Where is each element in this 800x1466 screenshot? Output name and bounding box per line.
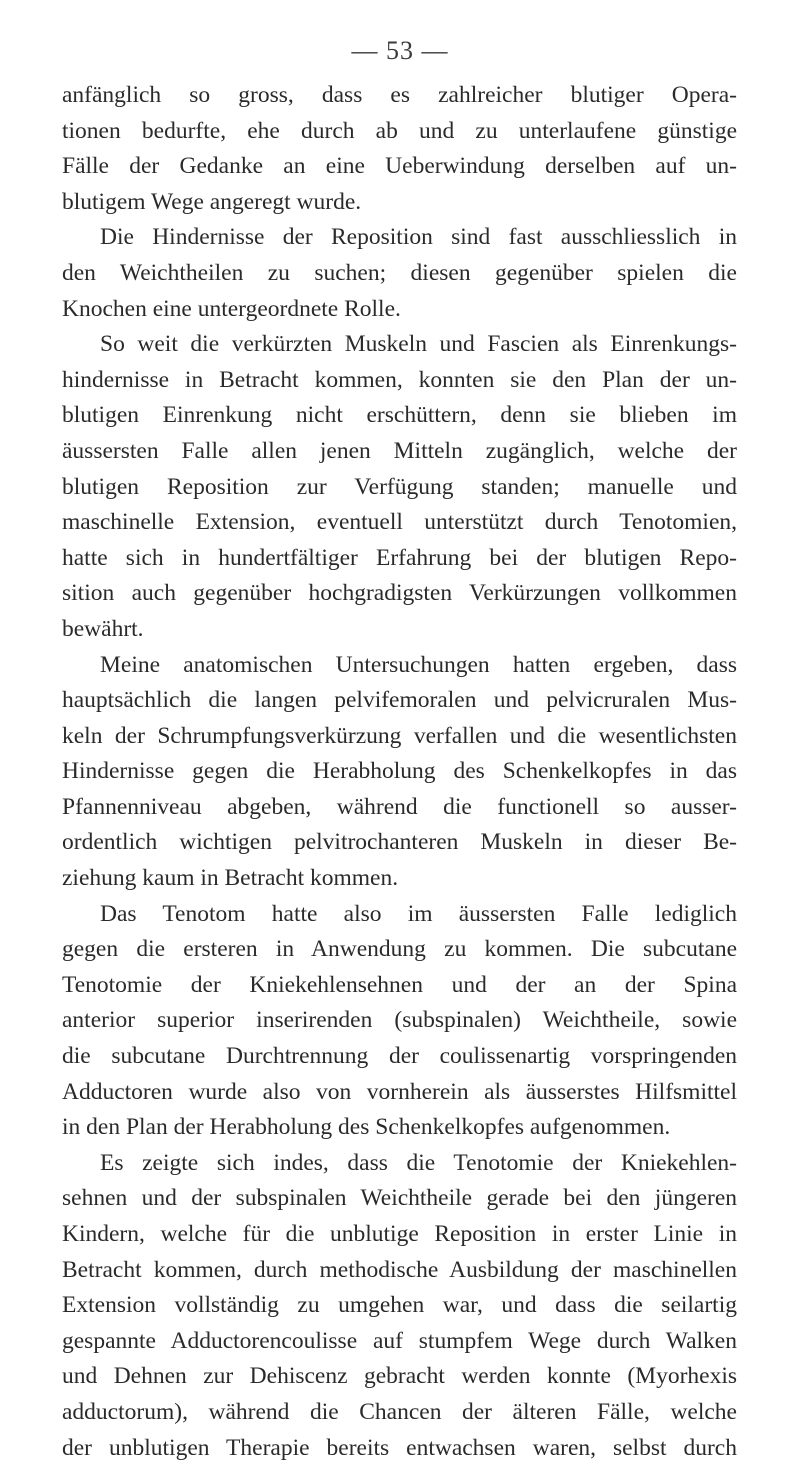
text-line: Adductoren wurde also von vornherein als äusserstes Hilfsmittel xyxy=(62,1078,737,1105)
text-line: hatte sich in hundertfältiger Erfahrung bei der blutigen Repo- xyxy=(62,544,737,571)
text-line: ordentlich wichtigen pelvitrochanteren Muskeln in dieser Be- xyxy=(62,829,737,856)
text-line: adductorum), während die Chancen der älteren Fälle, welche xyxy=(62,1398,737,1425)
body-text xyxy=(62,78,737,1466)
text-line: Das Tenotom hatte also im äussersten Falle lediglich xyxy=(100,900,737,927)
text-line: ziehung kaum in Betracht kommen. xyxy=(62,865,399,892)
text-line: So weit die verkürzten Muskeln und Fascien als Einrenkungs- xyxy=(100,331,737,358)
text-line: in den Plan der Herabholung des Schenkelkopfes aufgenommen. xyxy=(62,1114,671,1141)
text-line: blutigen Reposition zur Verfügung standen; manuelle und xyxy=(62,473,737,500)
text-line: und Dehnen zur Dehiscenz gebracht werden konnte (Myorhexis xyxy=(62,1363,737,1390)
text-line: Betracht kommen, durch methodische Ausbildung der maschinellen xyxy=(62,1256,737,1283)
text-line: Tenotomie der Kniekehlensehnen und der an der Spina xyxy=(62,971,737,998)
text-line: sition auch gegenüber hochgradigsten Verkürzungen vollkommen xyxy=(62,580,737,607)
text-line: den Weichtheilen zu suchen; diesen gegenüber spielen die xyxy=(62,259,737,286)
text-line: hindernisse in Betracht kommen, konnten sie den Plan der un- xyxy=(62,366,737,393)
text-line: anterior superior inserirenden (subspinalen) Weichtheile, sowie xyxy=(62,1007,737,1034)
text-line: gegen die ersteren in Anwendung zu kommen. Die subcutane xyxy=(62,936,737,963)
text-line: Pfannenniveau abgeben, während die functionell so ausser- xyxy=(62,793,737,820)
text-line: Es zeigte sich indes, dass die Tenotomie der Kniekehlen- xyxy=(100,1149,737,1176)
text-line: Fälle der Gedanke an eine Ueberwindung derselben auf un- xyxy=(62,153,737,180)
text-line: bewährt. xyxy=(62,615,144,642)
text-line: Kindern, welche für die unblutige Reposition in erster Linie in xyxy=(62,1221,737,1247)
text-line: hauptsächlich die langen pelvifemoralen und pelvicruralen Mus- xyxy=(62,687,737,714)
text-line: äussersten Falle allen jenen Mitteln zugänglich, welche der xyxy=(62,437,737,464)
text-line: anfänglich so gross, dass es zahlreicher blutiger Opera- xyxy=(62,82,737,108)
text-line: keln der Schrumpfungsverkürzung verfallen und die wesentlichsten xyxy=(62,722,737,749)
text-line: maschinelle Extension, eventuell unterstützt durch Tenotomien, xyxy=(62,509,737,536)
text-line: Die Hindernisse der Reposition sind fast ausschliesslich in xyxy=(100,224,737,251)
text-line: blutigem Wege angeregt wurde. xyxy=(62,188,362,215)
text-line: sehnen und der subspinalen Weichtheile gerade bei den jüngeren xyxy=(62,1185,737,1212)
text-line: Meine anatomischen Untersuchungen hatten ergeben, dass xyxy=(100,651,737,678)
text-line: blutigen Einrenkung nicht erschüttern, denn sie blieben im xyxy=(62,402,737,429)
text-line: die subcutane Durchtrennung der coulissenartig vorspringenden xyxy=(62,1043,737,1070)
page-number: — 53 — xyxy=(351,36,449,65)
text-line: Knochen eine untergeordnete Rolle. xyxy=(62,295,401,322)
text-line: Extension vollständig zu umgehen war, und dass die seilartig xyxy=(62,1292,737,1319)
text-line: tionen bedurfte, ehe durch ab und zu unterlaufene günstige xyxy=(62,117,737,144)
text-line: Hindernisse gegen die Herabholung des Schenkelkopfes in das xyxy=(62,758,737,785)
text-line: gespannte Adductorencoulisse auf stumpfem Wege durch Walken xyxy=(62,1327,737,1354)
text-line: der unblutigen Therapie bereits entwachsen waren, selbst durch xyxy=(62,1434,737,1461)
